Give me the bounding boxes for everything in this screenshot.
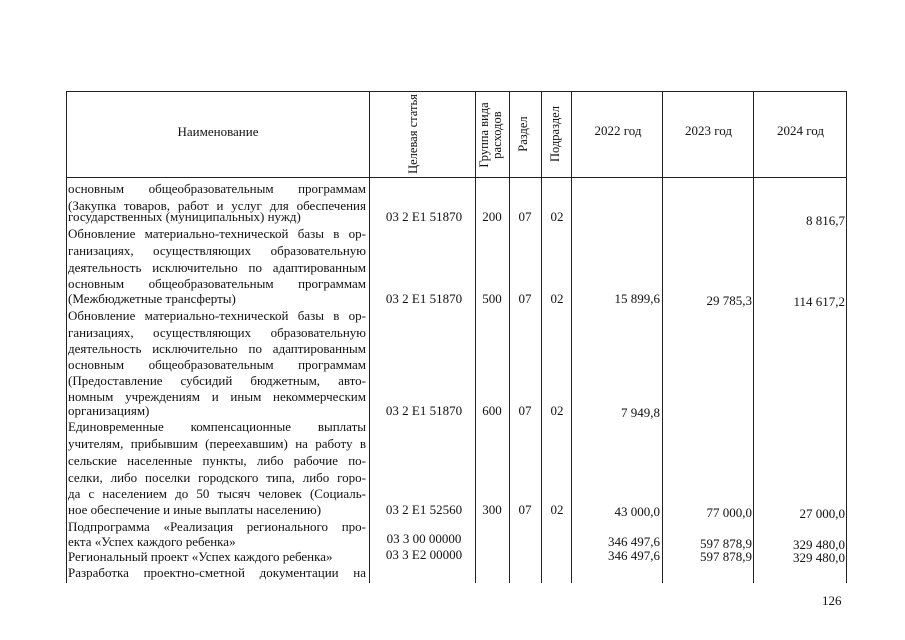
row-section: 07 xyxy=(518,291,532,306)
col-border-name xyxy=(369,91,370,583)
row-target-code: 03 3 00 00000 xyxy=(386,531,462,546)
row-name-line: Обновление материально-технической базы в ор- xyxy=(68,308,366,323)
row-section: 07 xyxy=(518,209,532,224)
row-target-code: 03 2 E1 51870 xyxy=(385,291,463,306)
row-2022: 43 000,0 xyxy=(614,504,660,519)
row-name-line: Подпрограмма «Реализация регионального про- xyxy=(68,519,366,534)
header-2023: 2023 год xyxy=(685,123,732,138)
row-name-line: сельские населенные пункты, либо рабочие по- xyxy=(68,453,366,468)
header-bottom-border xyxy=(66,177,847,178)
row-name-line: основным общеобразовательным программам xyxy=(68,276,366,291)
header-section: Раздел xyxy=(516,116,530,152)
row-name-line: Разработка проектно-сметной документации на xyxy=(68,565,366,580)
row-target-code: 03 3 E2 00000 xyxy=(385,547,463,562)
row-2024: 114 617,2 xyxy=(793,294,845,309)
row-name-line: Региональный проект «Успех каждого ребенка» xyxy=(68,549,333,564)
row-2023: 29 785,3 xyxy=(706,293,752,308)
row-name-line: государственных (муниципальных) нужд) xyxy=(68,209,301,224)
row-target-code: 03 2 E1 52560 xyxy=(385,502,463,517)
table-top-border xyxy=(66,91,847,92)
row-2022: 346 497,6 xyxy=(608,548,660,563)
row-target-code: 03 2 E1 51870 xyxy=(385,209,463,224)
row-2023: 77 000,0 xyxy=(706,505,752,520)
row-name-line: учителям, прибывшим (переехавшим) на работу в xyxy=(68,436,366,451)
row-2024: 27 000,0 xyxy=(799,506,845,521)
row-subsection: 02 xyxy=(550,291,564,306)
page-number: 126 xyxy=(822,593,842,608)
header-target: Целевая статья xyxy=(406,94,420,174)
col-border-left xyxy=(66,91,67,583)
row-2022: 15 899,6 xyxy=(614,291,660,306)
row-name-line: селки, либо поселки городского типа, либо горо- xyxy=(68,470,366,485)
header-name: Наименование xyxy=(177,124,259,139)
row-group: 300 xyxy=(482,502,502,517)
row-2022: 7 949,8 xyxy=(621,405,660,420)
row-section: 07 xyxy=(518,502,532,517)
row-2024: 329 480,0 xyxy=(793,550,845,565)
row-name-line: основным общеобразовательным программам xyxy=(68,357,366,372)
header-2022: 2022 год xyxy=(594,123,642,138)
row-2023: 597 878,9 xyxy=(700,536,752,551)
row-target-code: 03 2 E1 51870 xyxy=(385,403,463,418)
row-group: 200 xyxy=(482,209,502,224)
row-2024: 329 480,0 xyxy=(793,537,845,552)
row-name-line: номным учреждениям и иным некоммерческим xyxy=(68,389,366,404)
row-name-line: Обновление материально-технической базы в ор- xyxy=(68,226,366,241)
header-subsection: Подраздел xyxy=(548,106,562,162)
row-name-line: ное обеспечение и иные выплаты населению) xyxy=(68,502,322,517)
header-2024: 2024 год xyxy=(777,123,824,138)
row-name-line: деятельность исключительно по адаптированным xyxy=(68,341,366,356)
row-name-line: (Межбюджетные трансферты) xyxy=(68,291,236,306)
row-name-line: деятельность исключительно по адаптированным xyxy=(68,260,366,275)
row-subsection: 02 xyxy=(550,209,564,224)
row-2024: 8 816,7 xyxy=(806,213,845,228)
row-name-line: (Закупка товаров, работ и услуг для обеспечения xyxy=(68,198,366,213)
row-group: 500 xyxy=(482,291,502,306)
row-subsection: 02 xyxy=(550,403,564,418)
row-name-line: ганизациях, осуществляющих образовательную xyxy=(68,325,366,340)
row-subsection: 02 xyxy=(550,502,564,517)
row-name-line: да с населением до 50 тысяч человек (Социаль- xyxy=(68,486,366,501)
row-name-line: основным общеобразовательным программам xyxy=(68,181,366,196)
col-border-right xyxy=(846,91,847,583)
row-name-line: Единовременные компенсационные выплаты xyxy=(68,419,366,434)
row-name-line: организациям) xyxy=(68,403,150,418)
row-name-line: екта «Успех каждого ребенка» xyxy=(68,534,236,549)
row-2022: 346 497,6 xyxy=(608,534,660,549)
header-group: Группа вида расходов xyxy=(477,102,504,168)
row-2023: 597 878,9 xyxy=(700,549,752,564)
row-group: 600 xyxy=(482,403,502,418)
row-name-line: ганизациях, осуществляющих образовательную xyxy=(68,243,366,258)
row-section: 07 xyxy=(518,403,532,418)
row-name-line: (Предоставление субсидий бюджетным, авто- xyxy=(68,373,366,388)
